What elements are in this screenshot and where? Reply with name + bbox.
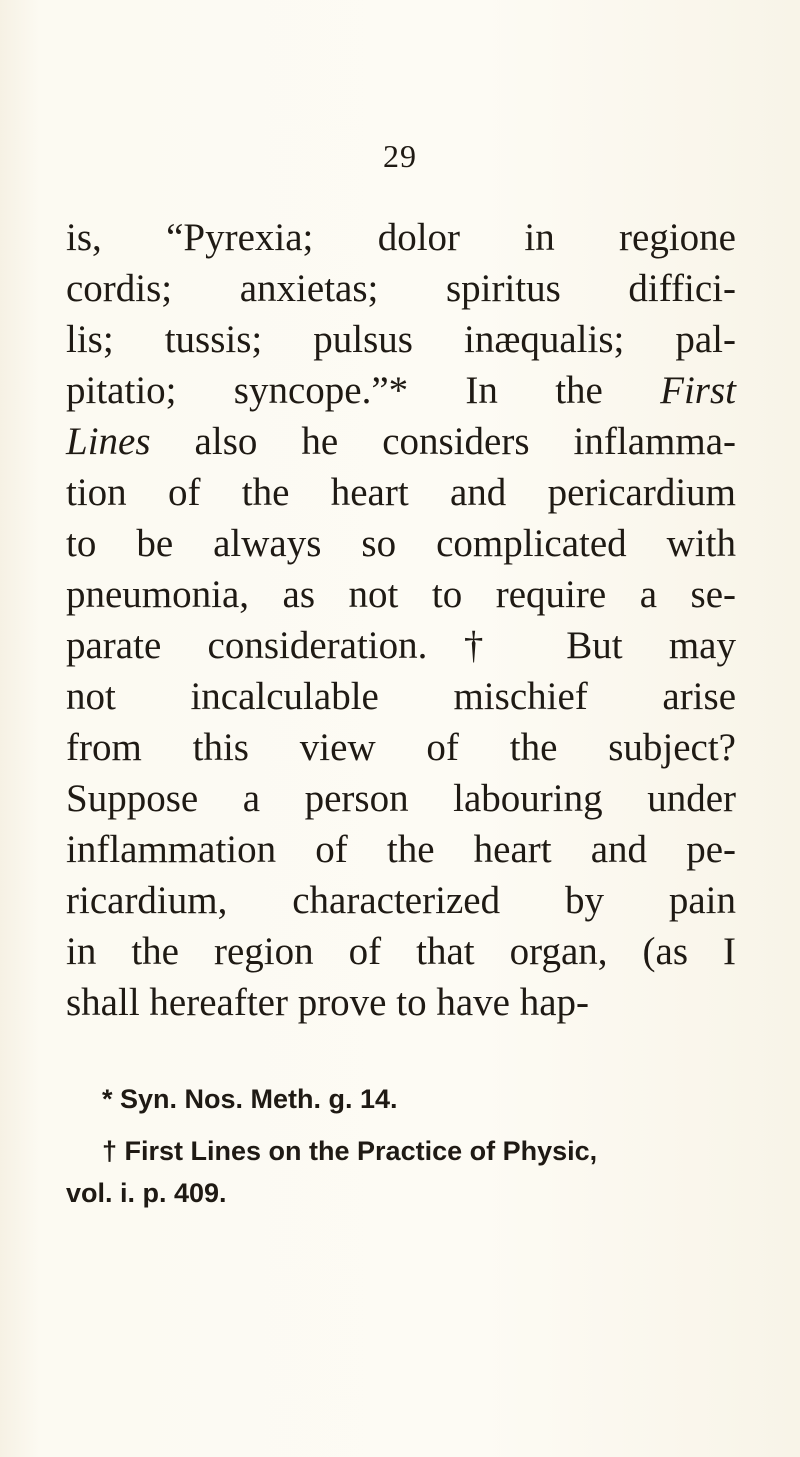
text-line-7: to be always so complicated with [66, 522, 736, 565]
text-line-4-main: pitatio; syncope.”* In the [66, 369, 661, 412]
text-line-1: is, “Pyrexia; dolor in regione [66, 216, 736, 259]
page-number: 29 [383, 138, 417, 174]
footnote-2-line-2: vol. i. p. 409. [66, 1178, 227, 1208]
text-line-9: parate consideration.† But may [66, 624, 736, 667]
text-line-14: ricardium, characterized by pain [66, 879, 736, 922]
text-line-12: Suppose a person labouring under [66, 777, 736, 820]
footnote-1: * Syn. Nos. Meth. g. 14. [102, 1084, 398, 1114]
text-line-13: inflammation of the heart and pe- [66, 828, 736, 871]
text-line-5-italic: Lines [66, 420, 151, 463]
text-line-3: lis; tussis; pulsus inæqualis; pal- [66, 318, 736, 361]
text-line-4-italic: First [660, 369, 736, 412]
text-line-8: pneumonia, as not to require a se- [66, 573, 736, 616]
text-line-11: from this view of the subject? [66, 726, 736, 769]
footnote-2-line-1: † First Lines on the Practice of Physic, [102, 1136, 598, 1166]
text-line-16: shall hereafter prove to have hap- [66, 981, 589, 1024]
text-line-2: cordis; anxietas; spiritus diffici- [66, 267, 736, 310]
footnotes [66, 1078, 736, 1214]
text-line-6: tion of the heart and pericardium [66, 471, 736, 514]
text-line-10: not incalculable mischief arise [66, 675, 736, 718]
text-line-5-main: also he considers inflamma- [150, 420, 736, 463]
body-text [66, 212, 736, 1028]
text-line-15: in the region of that organ, (as I [66, 930, 736, 973]
text-line-4 [66, 365, 736, 416]
text-line-5 [66, 416, 736, 467]
